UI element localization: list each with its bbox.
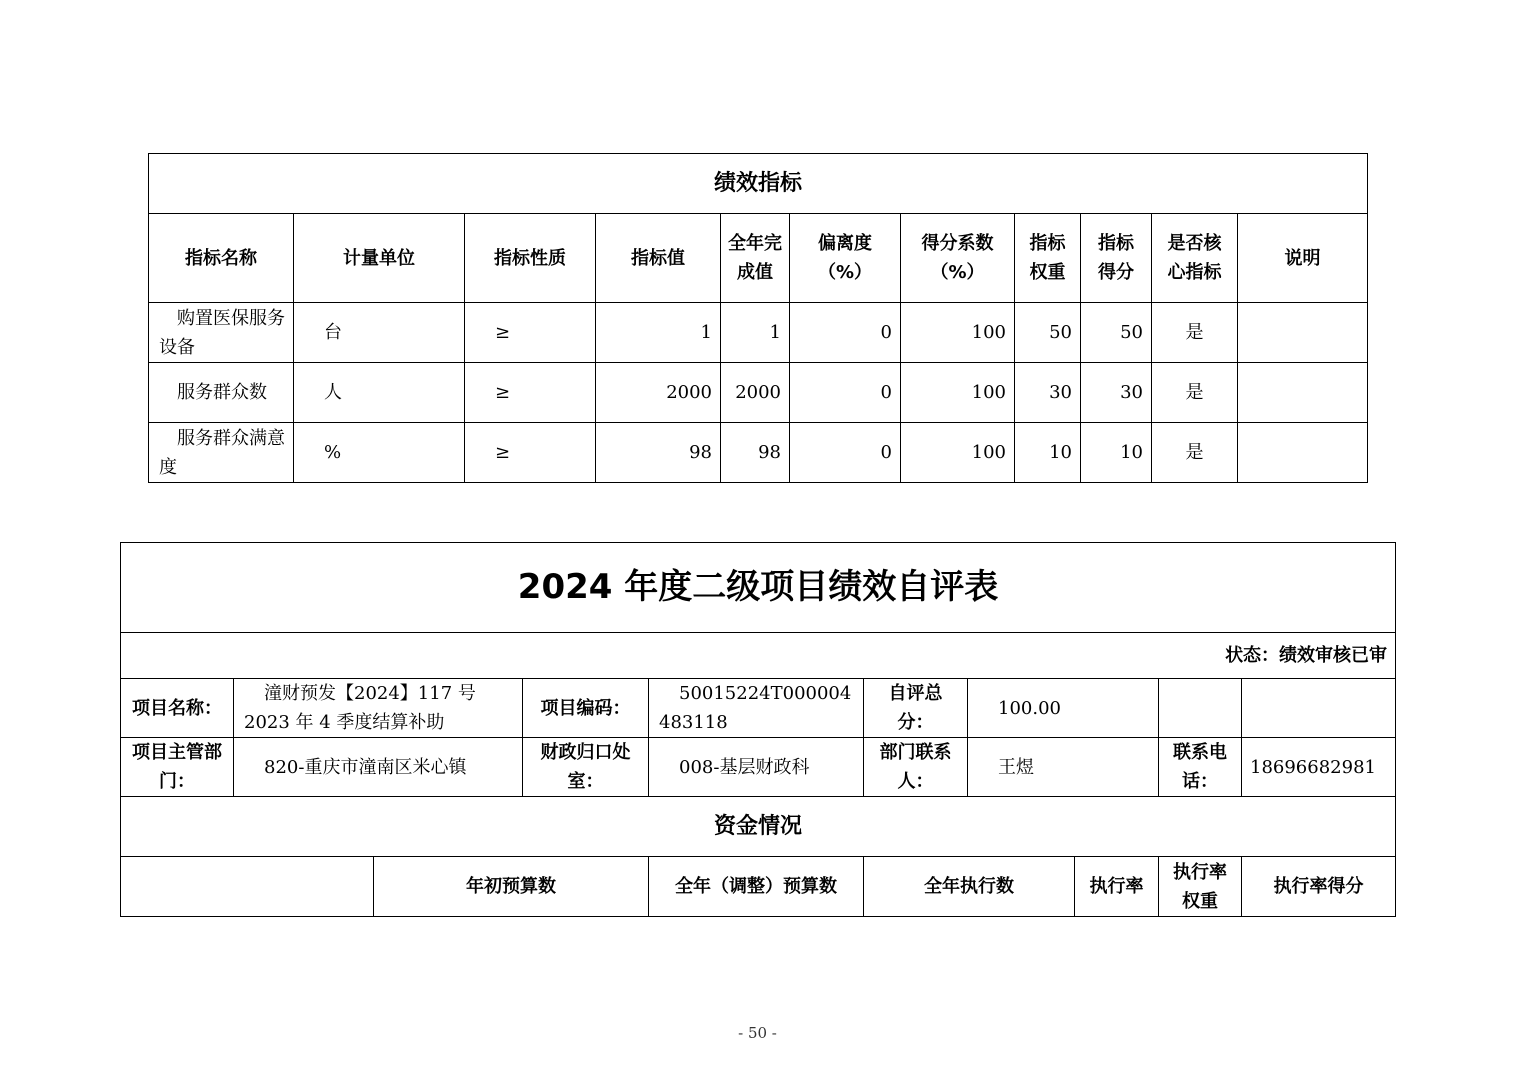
indicator-target: 98 xyxy=(596,423,721,483)
indicator-nature: ≥ xyxy=(465,363,596,423)
indicator-score: 10 xyxy=(1081,423,1152,483)
project-code-label: 项目编码： xyxy=(523,679,649,738)
header-core: 是否核心指标 xyxy=(1152,214,1238,303)
department-label: 项目主管部门： xyxy=(121,738,234,797)
funds-header-adjusted-budget: 全年（调整）预算数 xyxy=(649,857,864,917)
department-value: 820-重庆市潼南区米心镇 xyxy=(234,738,523,797)
project-code-value: 50015224T000004483118 xyxy=(649,679,864,738)
header-nature: 指标性质 xyxy=(465,214,596,303)
header-coefficient: 得分系数（%） xyxy=(901,214,1015,303)
empty-cell xyxy=(1242,679,1396,738)
project-name-label: 项目名称： xyxy=(121,679,234,738)
indicator-name: 服务群众满意度 xyxy=(149,423,294,483)
indicator-weight: 10 xyxy=(1015,423,1081,483)
empty-cell xyxy=(1159,679,1242,738)
funds-header-rate-score: 执行率得分 xyxy=(1242,857,1396,917)
header-indicator-name: 指标名称 xyxy=(149,214,294,303)
performance-table-title: 绩效指标 xyxy=(149,154,1368,214)
header-unit: 计量单位 xyxy=(294,214,465,303)
indicator-core: 是 xyxy=(1152,363,1238,423)
indicator-actual: 2000 xyxy=(721,363,790,423)
funds-header-execution-rate: 执行率 xyxy=(1075,857,1159,917)
header-deviation: 偏离度（%） xyxy=(790,214,901,303)
funds-header-rate-weight: 执行率权重 xyxy=(1159,857,1242,917)
phone-label: 联系电话： xyxy=(1159,738,1242,797)
indicator-name: 购置医保服务设备 xyxy=(149,303,294,363)
header-note: 说明 xyxy=(1238,214,1368,303)
evaluation-title: 2024 年度二级项目绩效自评表 xyxy=(121,543,1396,633)
page-number: - 50 - xyxy=(738,1024,777,1042)
contact-value: 王煜 xyxy=(968,738,1159,797)
self-score-value: 100.00 xyxy=(968,679,1159,738)
indicator-score: 30 xyxy=(1081,363,1152,423)
phone-value: 18696682981 xyxy=(1242,738,1396,797)
funds-section-title: 资金情况 xyxy=(121,797,1396,857)
indicator-core: 是 xyxy=(1152,303,1238,363)
indicator-weight: 50 xyxy=(1015,303,1081,363)
funds-header-blank xyxy=(121,857,374,917)
indicator-coefficient: 100 xyxy=(901,363,1015,423)
indicator-note xyxy=(1238,303,1368,363)
self-evaluation-table xyxy=(120,542,1396,917)
indicator-unit: % xyxy=(294,423,465,483)
indicator-deviation: 0 xyxy=(790,363,901,423)
indicator-nature: ≥ xyxy=(465,423,596,483)
header-weight: 指标权重 xyxy=(1015,214,1081,303)
performance-indicator-table xyxy=(148,153,1368,483)
contact-label: 部门联系人： xyxy=(864,738,968,797)
status-badge: 状态：绩效审核已审 xyxy=(121,633,1396,679)
table-row xyxy=(149,363,1368,423)
indicator-deviation: 0 xyxy=(790,423,901,483)
indicator-actual: 1 xyxy=(721,303,790,363)
indicator-weight: 30 xyxy=(1015,363,1081,423)
indicator-name: 服务群众数 xyxy=(149,363,294,423)
indicator-target: 1 xyxy=(596,303,721,363)
indicator-deviation: 0 xyxy=(790,303,901,363)
project-name-value: 潼财预发【2024】117 号 2023 年 4 季度结算补助 xyxy=(234,679,523,738)
indicator-score: 50 xyxy=(1081,303,1152,363)
self-score-label: 自评总分： xyxy=(864,679,968,738)
indicator-note xyxy=(1238,363,1368,423)
indicator-coefficient: 100 xyxy=(901,423,1015,483)
finance-office-label: 财政归口处室： xyxy=(523,738,649,797)
header-actual: 全年完成值 xyxy=(721,214,790,303)
header-score: 指标得分 xyxy=(1081,214,1152,303)
header-target: 指标值 xyxy=(596,214,721,303)
indicator-coefficient: 100 xyxy=(901,303,1015,363)
indicator-note xyxy=(1238,423,1368,483)
funds-header-executed: 全年执行数 xyxy=(864,857,1075,917)
indicator-core: 是 xyxy=(1152,423,1238,483)
table-row xyxy=(149,423,1368,483)
indicator-actual: 98 xyxy=(721,423,790,483)
table-row xyxy=(149,303,1368,363)
funds-header-initial-budget: 年初预算数 xyxy=(374,857,649,917)
indicator-target: 2000 xyxy=(596,363,721,423)
finance-office-value: 008-基层财政科 xyxy=(649,738,864,797)
indicator-unit: 人 xyxy=(294,363,465,423)
indicator-nature: ≥ xyxy=(465,303,596,363)
indicator-unit: 台 xyxy=(294,303,465,363)
